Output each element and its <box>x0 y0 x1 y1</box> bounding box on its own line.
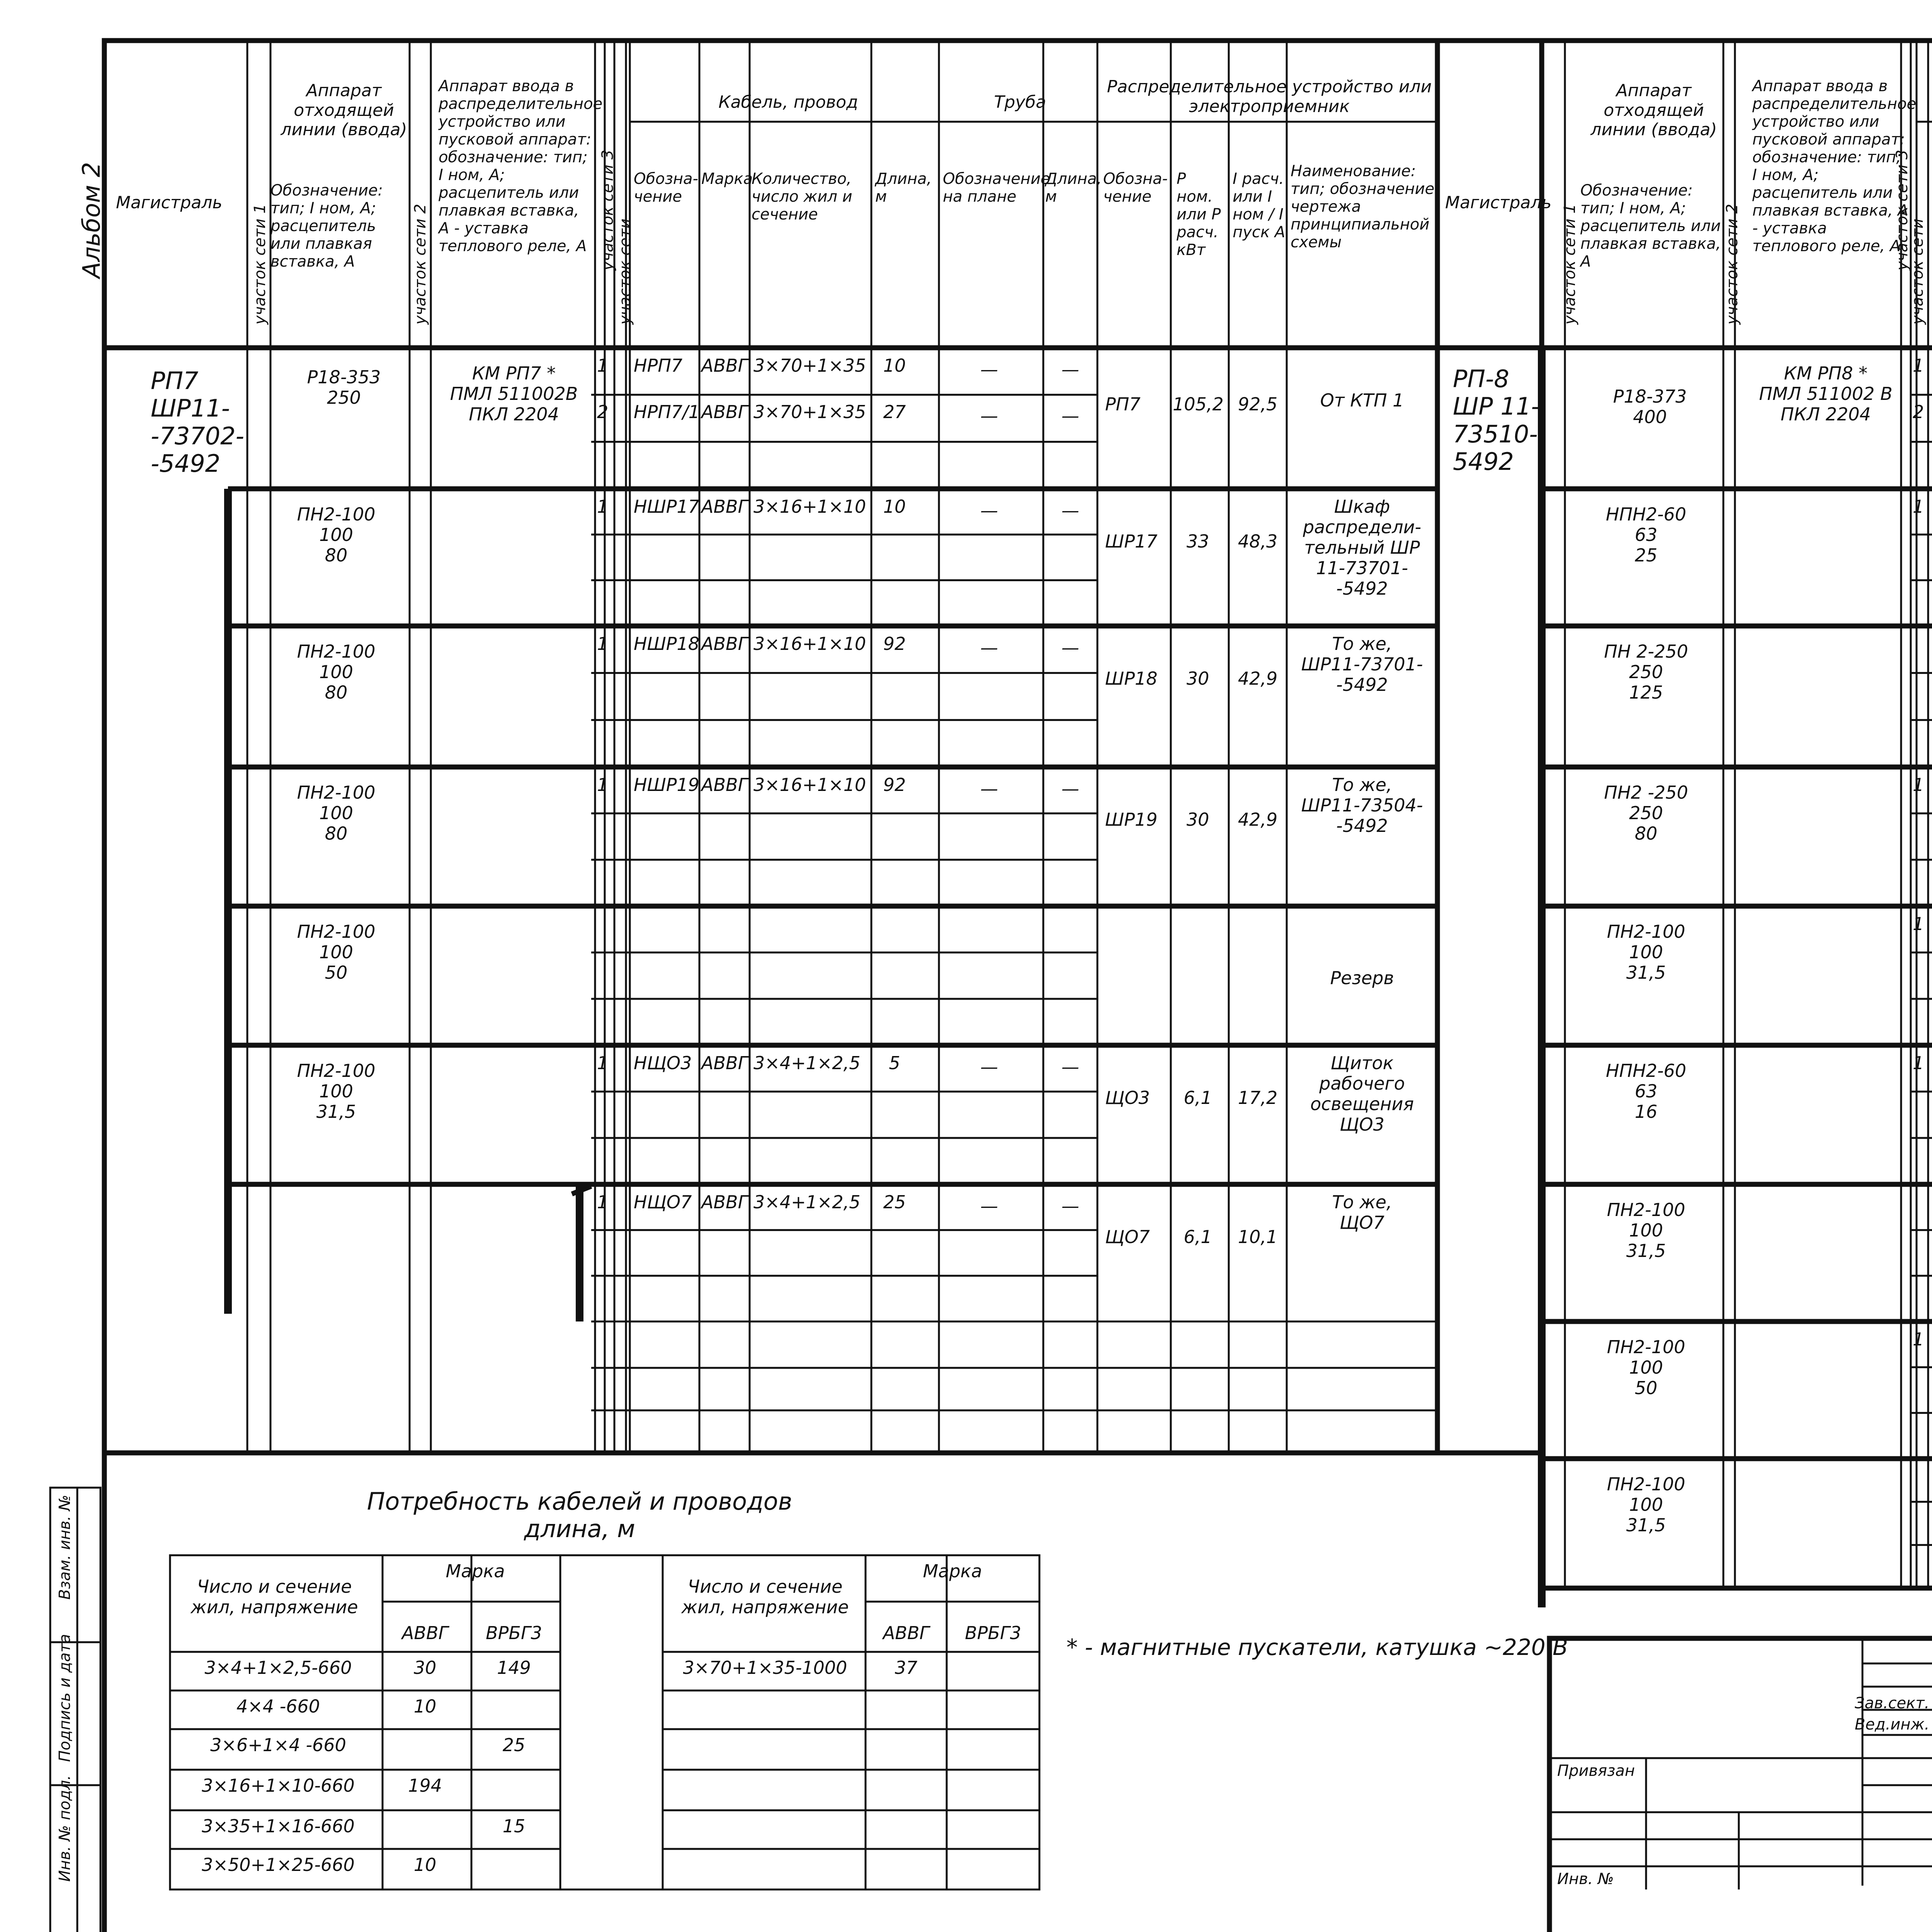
header-seg2-r: участок сети 2 <box>1723 204 1741 325</box>
apparatus-cell: ПН2-100 100 50 <box>297 921 376 983</box>
distr-power: 6,1 <box>1184 1226 1212 1247</box>
pipe-length: — <box>1061 637 1079 658</box>
cable-mark: АВВГ <box>701 1192 748 1213</box>
main-feeder-rp7: РП7 ШР11- -73702- -5492 <box>151 367 244 478</box>
apparatus-cell: ПН2-100 100 80 <box>297 641 376 703</box>
distr-current: 92,5 <box>1238 394 1278 415</box>
pipe-plan: — <box>980 405 998 426</box>
cable-mark: АВВГ <box>701 774 748 795</box>
needs-h-mark-r: Марка <box>923 1561 982 1582</box>
apparatus-cell: ПН2-100 100 31,5 <box>297 1060 376 1122</box>
segment-no: 1 <box>1913 355 1924 376</box>
segment-no: 2 <box>1913 401 1924 422</box>
pipe-length: — <box>1061 778 1079 799</box>
side-sign-date: Подпись и дата <box>56 1634 74 1762</box>
cable-length: 27 <box>883 401 906 422</box>
segment-no: 1 <box>597 774 609 795</box>
needs-avvg: 30 <box>413 1657 437 1678</box>
distr-current: 17,2 <box>1238 1087 1278 1108</box>
needs-avvg-r: 37 <box>895 1657 918 1678</box>
pipe-plan: — <box>980 500 998 521</box>
needs-spec: 3×4+1×2,5-660 <box>204 1657 352 1678</box>
cable-mark: АВВГ <box>701 355 748 376</box>
cable-mark: АВВГ <box>701 633 748 654</box>
cable-section: 3×4+1×2,5 <box>753 1053 861 1073</box>
cable-mark: АВВГ <box>701 1053 748 1073</box>
needs-c1: АВВГ <box>401 1622 449 1643</box>
segment-no: 1 <box>1913 496 1924 517</box>
header-apparatus: Аппарат отходящей линии (ввода) <box>281 81 407 140</box>
distr-name: То же, ЩО7 <box>1332 1192 1392 1233</box>
pipe-plan: — <box>980 359 998 380</box>
segment-no: 1 <box>597 355 609 376</box>
header-cable-r <box>1924 93 1932 112</box>
cable-mark: АВВГ <box>701 496 748 517</box>
needs-spec: 4×4 -660 <box>236 1696 320 1717</box>
needs-avvg: 10 <box>413 1854 437 1875</box>
header-c-mark: Марка <box>701 170 753 188</box>
cable-designation: НШР19 <box>634 774 700 795</box>
cable-length: 5 <box>889 1053 900 1073</box>
distr-name: От КТП 1 <box>1320 390 1404 411</box>
apparatus-cell: ПН2 -250 250 80 <box>1604 782 1688 844</box>
header-c-len: Длина, м <box>875 170 932 206</box>
cable-length: 92 <box>883 774 906 795</box>
needs-avvg: 194 <box>408 1775 442 1796</box>
cable-section: 3×70+1×35 <box>753 401 866 422</box>
outer-frame <box>104 41 1932 1932</box>
pipe-length: — <box>1061 1196 1079 1216</box>
needs-spec: 3×16+1×10-660 <box>202 1775 355 1796</box>
distr-designation: РП7 <box>1105 394 1141 415</box>
header-designation-r: Обозначение: тип; I ном, А; расцепитель или плавкая вставка, А <box>1580 182 1721 270</box>
segment-no: 1 <box>597 1053 609 1073</box>
distr-designation: ЩО7 <box>1105 1226 1150 1247</box>
cable-section: 3×16+1×10 <box>753 633 866 654</box>
album-label: Альбом 2 <box>77 162 105 278</box>
apparatus-rp8: Р18-373 400 <box>1613 386 1687 427</box>
distr-designation: ЩО3 <box>1105 1087 1150 1108</box>
pipe-length: — <box>1061 1056 1079 1077</box>
distr-designation: ШР17 <box>1105 531 1158 552</box>
stamp-r1: Зав.сект. <box>1855 1694 1930 1712</box>
header-d-p: Р ном. или Р расч. кВт <box>1177 170 1221 259</box>
needs-h-spec: Число и сечение жил, напряжение <box>190 1576 358 1617</box>
needs-vrbg: 149 <box>497 1657 531 1678</box>
distr-power: 30 <box>1186 809 1209 830</box>
distr-power: 33 <box>1186 531 1209 552</box>
header-d-name: Наименование: тип; обозначение чертежа принципиальной схемы <box>1291 162 1435 251</box>
header-seg1-r: участок сети 1 <box>1561 204 1579 325</box>
header-seg1: участок сети 1 <box>251 204 269 325</box>
needs-spec: 3×35+1×16-660 <box>202 1816 355 1837</box>
apparatus-cell: ПН2-100 100 31,5 <box>1607 1474 1685 1536</box>
cable-section: 3×16+1×10 <box>753 774 866 795</box>
inlet-rp8: КМ РП8 * ПМЛ 511002 В ПКЛ 2204 <box>1759 363 1893 425</box>
cable-length: 92 <box>883 633 906 654</box>
header-d-desig: Обозна-чение <box>1103 170 1168 206</box>
side-inv-orig: Инв. № подл. <box>56 1775 74 1882</box>
header-apparatus-r: Аппарат отходящей линии (ввода) <box>1590 81 1717 140</box>
needs-spec-r: 3×70+1×35-1000 <box>683 1657 847 1678</box>
header-seg-net-r: участок сети <box>1909 218 1927 325</box>
pipe-length: — <box>1061 405 1079 426</box>
cable-section: 3×4+1×2,5 <box>753 1192 861 1213</box>
side-replace-inv: Взам. инв. № <box>56 1495 74 1600</box>
left-bus-tick <box>572 1186 591 1194</box>
distr-name: Резерв <box>1330 968 1394 988</box>
segment-no: 2 <box>597 401 609 422</box>
distr-power: 105,2 <box>1173 394 1224 415</box>
pipe-plan: — <box>980 1196 998 1216</box>
header-c-qty: Количество, число жил и сечение <box>752 170 852 223</box>
needs-spec: 3×50+1×25-660 <box>202 1854 355 1875</box>
header-d-i: I расч. или I ном / I пуск А <box>1233 170 1286 241</box>
stamp-r2: Вед.инж. <box>1855 1716 1930 1733</box>
header-designation: Обозначение: тип; I ном, А; расцепитель или плавкая вставка, А <box>270 182 383 270</box>
distr-designation: ШР18 <box>1105 668 1158 689</box>
needs-title: Потребность кабелей и проводов длина, м <box>367 1487 793 1543</box>
cable-length: 10 <box>883 496 906 517</box>
main-feeder-rp8: РП-8 ШР 11- 73510- 5492 <box>1453 365 1540 476</box>
cable-designation: НШР17 <box>634 496 700 517</box>
apparatus-cell: НПН2-60 63 16 <box>1605 1060 1687 1122</box>
distr-current: 42,9 <box>1238 809 1278 830</box>
header-distr: Распределительное устройство или электроприемник <box>1107 77 1432 116</box>
apparatus-cell: ПН2-100 100 80 <box>297 504 376 566</box>
pipe-plan: — <box>980 1056 998 1077</box>
header-inlet-r: Аппарат ввода в распределительное устройство или пусковой аппарат: обозначение: тип; I ном, А; расцепитель или плавкая вставка, А - уставка теплового реле, А <box>1752 77 1917 255</box>
pipe-plan: — <box>980 637 998 658</box>
cable-length: 25 <box>883 1192 906 1213</box>
header-seg3-r: участок сети 3 <box>1893 150 1911 270</box>
header-cable: Кабель, провод <box>718 92 858 112</box>
segment-no: 1 <box>1913 1053 1924 1073</box>
header-main: Магистраль <box>116 193 223 213</box>
header-c-desig: Обозна-чение <box>634 170 698 206</box>
needs-spec: 3×6+1×4 -660 <box>210 1735 346 1755</box>
cable-designation: НЩО3 <box>634 1053 692 1073</box>
distr-designation: ШР19 <box>1105 809 1158 830</box>
needs-c2: ВРБГ3 <box>486 1622 542 1643</box>
distr-name: То же, ШР11-73504- -5492 <box>1301 774 1423 836</box>
needs-c1-r: АВВГ <box>883 1622 930 1643</box>
distr-current: 42,9 <box>1238 668 1278 689</box>
distr-current: 48,3 <box>1238 531 1278 552</box>
header-p-plan: Обозначение на плане <box>943 170 1050 206</box>
stamp-inv: Инв. № <box>1557 1870 1614 1888</box>
apparatus-cell: ПН2-100 100 31,5 <box>1607 921 1685 983</box>
segment-no: 1 <box>597 1192 609 1213</box>
needs-vrbg: 25 <box>502 1735 526 1755</box>
cable-designation: НШР18 <box>634 633 700 654</box>
header-pipe: Труба <box>994 92 1046 112</box>
needs-vrbg: 15 <box>502 1816 526 1837</box>
pipe-length: — <box>1061 359 1079 380</box>
distr-current: 10,1 <box>1238 1226 1278 1247</box>
cable-length: 10 <box>883 355 906 376</box>
distr-name: Щиток рабочего освещения ЩО3 <box>1310 1053 1414 1135</box>
cable-designation: НРП7/1 <box>634 401 700 422</box>
pipe-plan: — <box>980 778 998 799</box>
header-seg2: участок сети 2 <box>412 204 429 325</box>
apparatus-cell: ПН 2-250 250 125 <box>1604 641 1688 703</box>
segment-no: 1 <box>597 633 609 654</box>
segment-no: 1 <box>1913 1329 1924 1350</box>
needs-c2-r: ВРБГ3 <box>965 1622 1021 1643</box>
inlet-rp7: КМ РП7 * ПМЛ 511002В ПКЛ 2204 <box>450 363 578 425</box>
header-seg-net: участок сети <box>616 218 634 325</box>
distr-name: То же, ШР11-73701- -5492 <box>1301 633 1423 695</box>
cable-section: 3×16+1×10 <box>753 496 866 517</box>
stamp-attached: Привязан <box>1557 1762 1635 1780</box>
header-main-r: Магистраль <box>1445 193 1552 213</box>
header-p-len: Длина, м <box>1045 170 1102 206</box>
header-seg3: участок сети 3 <box>599 150 617 270</box>
needs-h-mark: Марка <box>446 1561 505 1582</box>
apparatus-cell: НПН2-60 63 25 <box>1605 504 1687 566</box>
apparatus-cell: ПН2-100 100 31,5 <box>1607 1199 1685 1261</box>
cable-designation: НЩО7 <box>634 1192 692 1213</box>
header-inlet: Аппарат ввода в распределительное устройство или пусковой аппарат: обозначение: тип; I ном, А; расцепитель или плавкая вставка, А - уставка теплового реле, А <box>439 77 603 255</box>
pipe-length: — <box>1061 500 1079 521</box>
segment-no: 1 <box>597 496 609 517</box>
segment-no: 1 <box>1913 913 1924 934</box>
distr-name: Шкаф распредели-тельный ШР 11-73701- -5492 <box>1303 496 1422 599</box>
distr-power: 6,1 <box>1184 1087 1212 1108</box>
cable-designation: НРП7 <box>634 355 683 376</box>
segment-no: 1 <box>1913 774 1924 795</box>
needs-avvg: 10 <box>413 1696 437 1717</box>
apparatus-cell: ПН2-100 100 50 <box>1607 1337 1685 1398</box>
distr-power: 30 <box>1186 668 1209 689</box>
cable-mark: АВВГ <box>701 401 748 422</box>
cable-section: 3×70+1×35 <box>753 355 866 376</box>
apparatus-cell: ПН2-100 100 80 <box>297 782 376 844</box>
needs-h-spec-r: Число и сечение жил, напряжение <box>681 1576 849 1617</box>
footnote: * - магнитные пускатели, катушка ~220 В <box>1066 1634 1568 1660</box>
apparatus-rp7: Р18-353 250 <box>307 367 381 408</box>
